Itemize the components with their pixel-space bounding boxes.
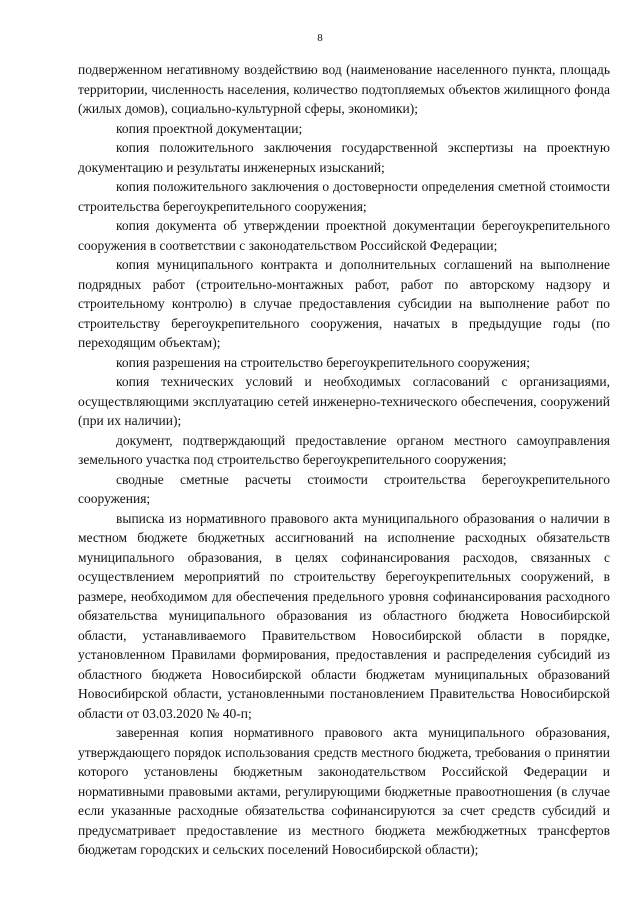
paragraph-continuation: подверженном негативному воздействию вод (наименование населенного пункта, площадь территории, численность населения, количество подтопляемых объектов жилищного фонда (жилых домов), социально-культурной сферы, экономики); xyxy=(78,62,610,116)
list-item-estimate-conclusion: копия положительного заключения о достоверности определения сметной стоимости строительства берегоукрепительного сооружения; xyxy=(78,179,610,214)
list-item-approval-document: копия документа об утверждении проектной документации берегоукрепительного сооружения в соответствии с законодательством Российской Федерации; xyxy=(78,218,610,253)
list-item-municipal-contract: копия муниципального контракта и дополнительных соглашений на выполнение подрядных работ (строительно-монтажных работ, работ по авторскому надзору и строительному контролю) в случае предоставления субсидии на выполнение работ по строительству берегоукрепительного сооружения, начатых в предыдущие годы (по переходящим объектам); xyxy=(78,257,610,350)
list-item-technical-conditions: копия технических условий и необходимых согласований с организациями, осуществляющими эксплуатацию сетей инженерно-технического обеспечения, сооружений (при их наличии); xyxy=(78,374,610,428)
list-item-construction-permit: копия разрешения на строительство берегоукрепительного сооружения; xyxy=(116,354,530,370)
document-body xyxy=(78,60,610,860)
list-item-budget-extract: выписка из нормативного правового акта муниципального образования о наличии в местном бюджете бюджетных ассигнований на исполнение расходных обязательств муниципального образования, в целях софинансирования расходов, связанных с осуществлением мероприятий по строительству берегоукрепительных сооружений, в размере, необходимом для обеспечения предельного уровня софинансирования расходного обязательства муниципального образования из областного бюджета Новосибирской области, устанавливаемого Правительством Новосибирской области в порядке, установленном Правилами формирования, предоставления и распределения субсидий из областного бюджета Новосибирской области бюджетам муниципальных образований Новосибирской области, установленными постановлением Правительства Новосибирской области от 03.03.2020 № 40-п; xyxy=(78,510,610,721)
list-item-certified-copy: заверенная копия нормативного правового акта муниципального образования, утверждающего порядок использования средств местного бюджета, требования о принятии которого установлены бюджетным законодательством Российской Федерации и нормативными правовыми актами, регулирующими бюджетные правоотношения (в случае если указанные расходные обязательства софинансируются за счет средств субсидий и предусматривает предоставление из местного бюджета межбюджетных трансфертов бюджетам городских и сельских поселений Новосибирской области); xyxy=(78,725,610,857)
list-item-state-expertise: копия положительного заключения государственной экспертизы на проектную документацию и результаты инженерных изысканий; xyxy=(78,140,610,175)
list-item-land-plot-document: документ, подтверждающий предоставление органом местного самоуправления земельного участка под строительство берегоукрепительного сооружения; xyxy=(78,432,610,467)
list-item-summary-estimates: сводные сметные расчеты стоимости строительства берегоукрепительного сооружения; xyxy=(78,471,610,506)
page-number: 8 xyxy=(317,32,323,44)
list-item-project-documentation: копия проектной документации; xyxy=(116,120,303,136)
